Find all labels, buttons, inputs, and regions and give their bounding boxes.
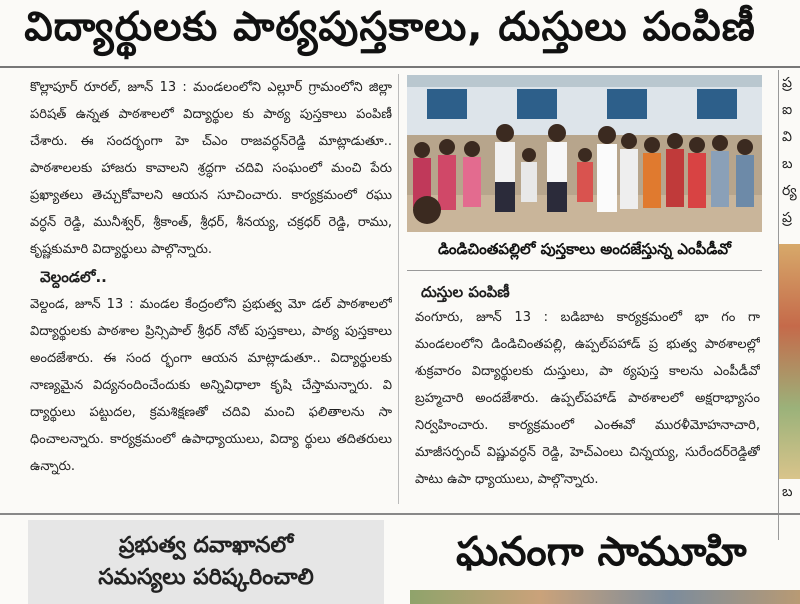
- right-fragment: బ: [782, 156, 793, 172]
- right-fragment: ర్య: [782, 183, 797, 199]
- column-divider: [398, 74, 399, 504]
- right-fragment: ప్ర: [782, 210, 792, 226]
- bottom-divider: [0, 513, 800, 515]
- news-photo: [407, 75, 762, 232]
- right-fragment: వి: [782, 129, 792, 145]
- story3-subhead: దుస్తుల పంపిణీ: [421, 283, 510, 301]
- photo-caption: డిండిచింతపల్లిలో పుస్తకాలు అందజేస్తున్న ఎంపీడీవో: [407, 232, 762, 271]
- box-line-2: సమస్యలు పరిష్కరించాలి: [98, 565, 314, 590]
- story3-text: వంగూరు, జూన్ 13 : బడిబాట కార్యక్రమంలో భా గం గా మండలంలోని డిండిచింతపల్లి, ఉప్పల్‌పహాడ్ ప్ర భుత్వ పాఠశాలల్లో శుక్రవారం విద్యార్థులకు దుస్తులు, పా ఠ్యపుస్త కాలను ఎంపీడీవో బ్రహ్మచారి అందజేశారు. ఉప్పల్‌పహాడ్ పాఠశాలలో అక్షరాభ్యాసం నిర్వహించారు. కార్యక్రమంలో ఎంఈవో మురళీమోహనాచారి, మాజీసర్పంచ్ విష్ణువర్ధన్ రెడ్డి, హెచ్‌ఎంలు చిన్నయ్య, సురేందర్‌రెడ్డితో పాటు ఉపా ధ్యాయులు, పాల్గొన్నారు.: [415, 310, 760, 487]
- bottom-photo-strip: [410, 590, 800, 604]
- right-fragment: ప్ర: [782, 75, 792, 91]
- right-column-cropped: [778, 70, 800, 540]
- story2-text: వెల్దండ, జూన్ 13 : మండల కేంద్రంలోని ప్రభుత్వ మో డల్ పాఠశాలలో విద్యార్థులకు పాఠశాల ప్రిన్సిపాల్ శ్రీధర్ నోట్ పుస్తకాలు, పాఠ్య పుస్తకాలు అందజేశారు. ఈ సంద ర్భంగా ఆయన మాట్లాడుతూ.. విద్యార్థులకు నాణ్యమైన విద్యనందించేందుకు అన్నివిధాలా కృషి చేస్తామన్నారు. వి ద్యార్థులు పట్టుదల, క్రమశిక్షణతో చదివి మంచి ఫలితాలను సా ధించాలన్నారు. కార్యక్రమంలో ఉపాధ్యాయులు, విద్యా ర్థులు తదితరులు ఉన్నారు.: [30, 297, 392, 474]
- box-line-1: ప్రభుత్వ దవాఖానలో: [118, 533, 294, 558]
- right-fragment: ఐ: [782, 102, 793, 118]
- right-photo-fragment: [779, 244, 800, 479]
- students-photo-illustration: [407, 75, 762, 232]
- story1-text: కొల్లాపూర్ రూరల్, జూన్ 13 : మండలంలోని ఎల్లూర్ గ్రామంలోని జిల్లా పరిషత్ ఉన్నత పాఠశాలలో విద్యార్థుల కు పాఠ్య పుస్తకాలు పంపిణీ చేశారు. ఈ సందర్భంగా హె చ్ఎం రాజవర్ధన్‌రెడ్డి మాట్లాడుతూ.. పాఠశాలలకు హాజరు కావాలని శ్రద్ధగా చదివి సంఘంలో మంచి పేరు ప్రఖ్యాతలు తెచ్చుకోవాలని ఆయన సూచించారు. కార్యక్రమంలో రఘు వర్ధన్ రెడ్డి, మునీశ్వర్, శ్రీకాంత్, శ్రీధర్, శీనయ్య, చక్రధర్ రెడ్డి, రాము, కృష్ణకుమారి విద్యార్థులు పాల్గొన్నారు.: [30, 80, 392, 257]
- bottom-left-headline-box: [28, 520, 384, 604]
- main-headline: విద్యార్థులకు పాఠ్యపుస్తకాలు, దుస్తులు పంపిణీ: [24, 4, 756, 50]
- left-column: [30, 74, 392, 494]
- right-fragment: బ: [782, 484, 793, 500]
- bottom-headline: ఘనంగా సామూహి: [456, 529, 747, 575]
- middle-column: [415, 280, 760, 510]
- top-divider: [0, 66, 800, 68]
- story2-subhead: వెల్దండలో..: [40, 268, 107, 286]
